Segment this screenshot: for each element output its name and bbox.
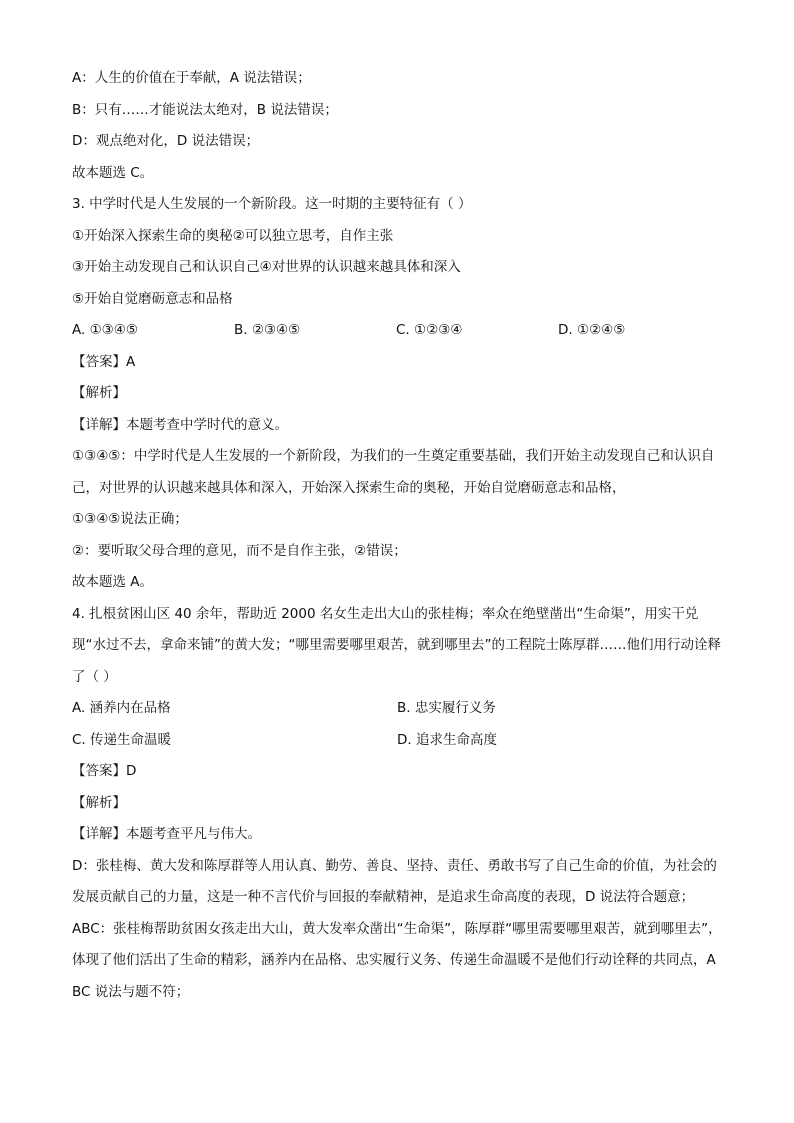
prev-conclusion: 故本题选 C。 — [72, 164, 154, 181]
q4-options-row-2 — [72, 725, 722, 757]
q4-explanation-abc: ABC：张桂梅帮助贫困女孩走出大山，黄大发率众凿出“生命渠”，陈厚群“哪里需要哪里艰苦，就到哪里去”，体现了他们活出了生命的精彩，涵养内在品格、忠实履行义务、传递生命温暖不是他们行动诠释的共同点，ABC 说法与题不符； — [72, 920, 722, 1000]
q4-explanation-d: D：张桂梅、黄大发和陈厚群等人用认真、勤劳、善良、坚持、责任、勇敢书写了自己生命的价值，为社会的发展贡献自己的力量，这是一种不言代价与回报的奉献精神，是追求生命高度的表现，D 说法符合题意； — [72, 857, 717, 905]
q3-analysis-label: 【解析】 — [72, 385, 126, 401]
q3-answer: 【答案】A — [72, 353, 136, 370]
prev-explain-b: B：只有……才能说法太绝对，B 说法错误； — [72, 101, 338, 118]
q3-explanation-correct: ①③④⑤说法正确； — [72, 511, 188, 527]
q4-option-b: B. 忠实履行义务 — [397, 700, 496, 716]
q4-answer: 【答案】D — [72, 763, 137, 779]
q3-option-b: B. ②③④⑤ — [234, 322, 301, 338]
q3-statement-3: ⑤开始自觉磨砺意志和品格 — [72, 290, 233, 307]
q4-option-a: A. 涵养内在品格 — [72, 700, 171, 716]
q4-detail: 【详解】本题考查平凡与伟大。 — [72, 826, 261, 842]
prev-explain-d: D：观点绝对化，D 说法错误； — [72, 133, 260, 149]
q4-option-d: D. 追求生命高度 — [397, 731, 497, 748]
q3-option-d: D. ①②④⑤ — [558, 322, 626, 338]
q3-explanation: ①③④⑤：中学时代是人生发展的一个新阶段，为我们的一生奠定重要基础，我们开始主动发现自己和认识自己，对世界的认识越来越具体和深入，开始深入探索生命的奥秘，开始自觉磨砺意志和品格， — [72, 448, 715, 496]
document-page — [72, 63, 722, 1008]
q3-stem: 3. 中学时代是人生发展的一个新阶段。这一时期的主要特征有（ ） — [72, 196, 472, 212]
prev-explain-a: A：人生的价值在于奉献，A 说法错误； — [72, 70, 311, 86]
q4-options-row-1 — [72, 693, 722, 725]
q3-options — [72, 315, 722, 347]
q3-statement-2: ③开始主动发现自己和认识自己④对世界的认识越来越具体和深入 — [72, 259, 461, 275]
q4-stem: 4. 扎根贫困山区 40 余年，帮助近 2000 名女生走出大山的张桂梅；率众在绝壁凿出“生命渠”，用实干兑现“水过不去，拿命来铺”的黄大发；“哪里需要哪里艰苦，就到哪里去”的工程院士陈厚群……他们用行动诠释了（ ） — [72, 605, 721, 685]
q3-detail: 【详解】本题考查中学时代的意义。 — [72, 416, 288, 433]
q3-conclusion: 故本题选 A。 — [72, 574, 154, 590]
q4-analysis-label: 【解析】 — [72, 794, 126, 811]
q3-option-c: C. ①②③④ — [396, 322, 463, 338]
q3-explanation-wrong: ②：要听取父母合理的意见，而不是自作主张，②错误； — [72, 542, 407, 559]
q4-option-c: C. 传递生命温暖 — [72, 731, 172, 748]
q3-statement-1: ①开始深入探索生命的奥秘②可以独立思考，自作主张 — [72, 227, 394, 244]
q3-option-a: A. ①③④⑤ — [72, 322, 138, 338]
